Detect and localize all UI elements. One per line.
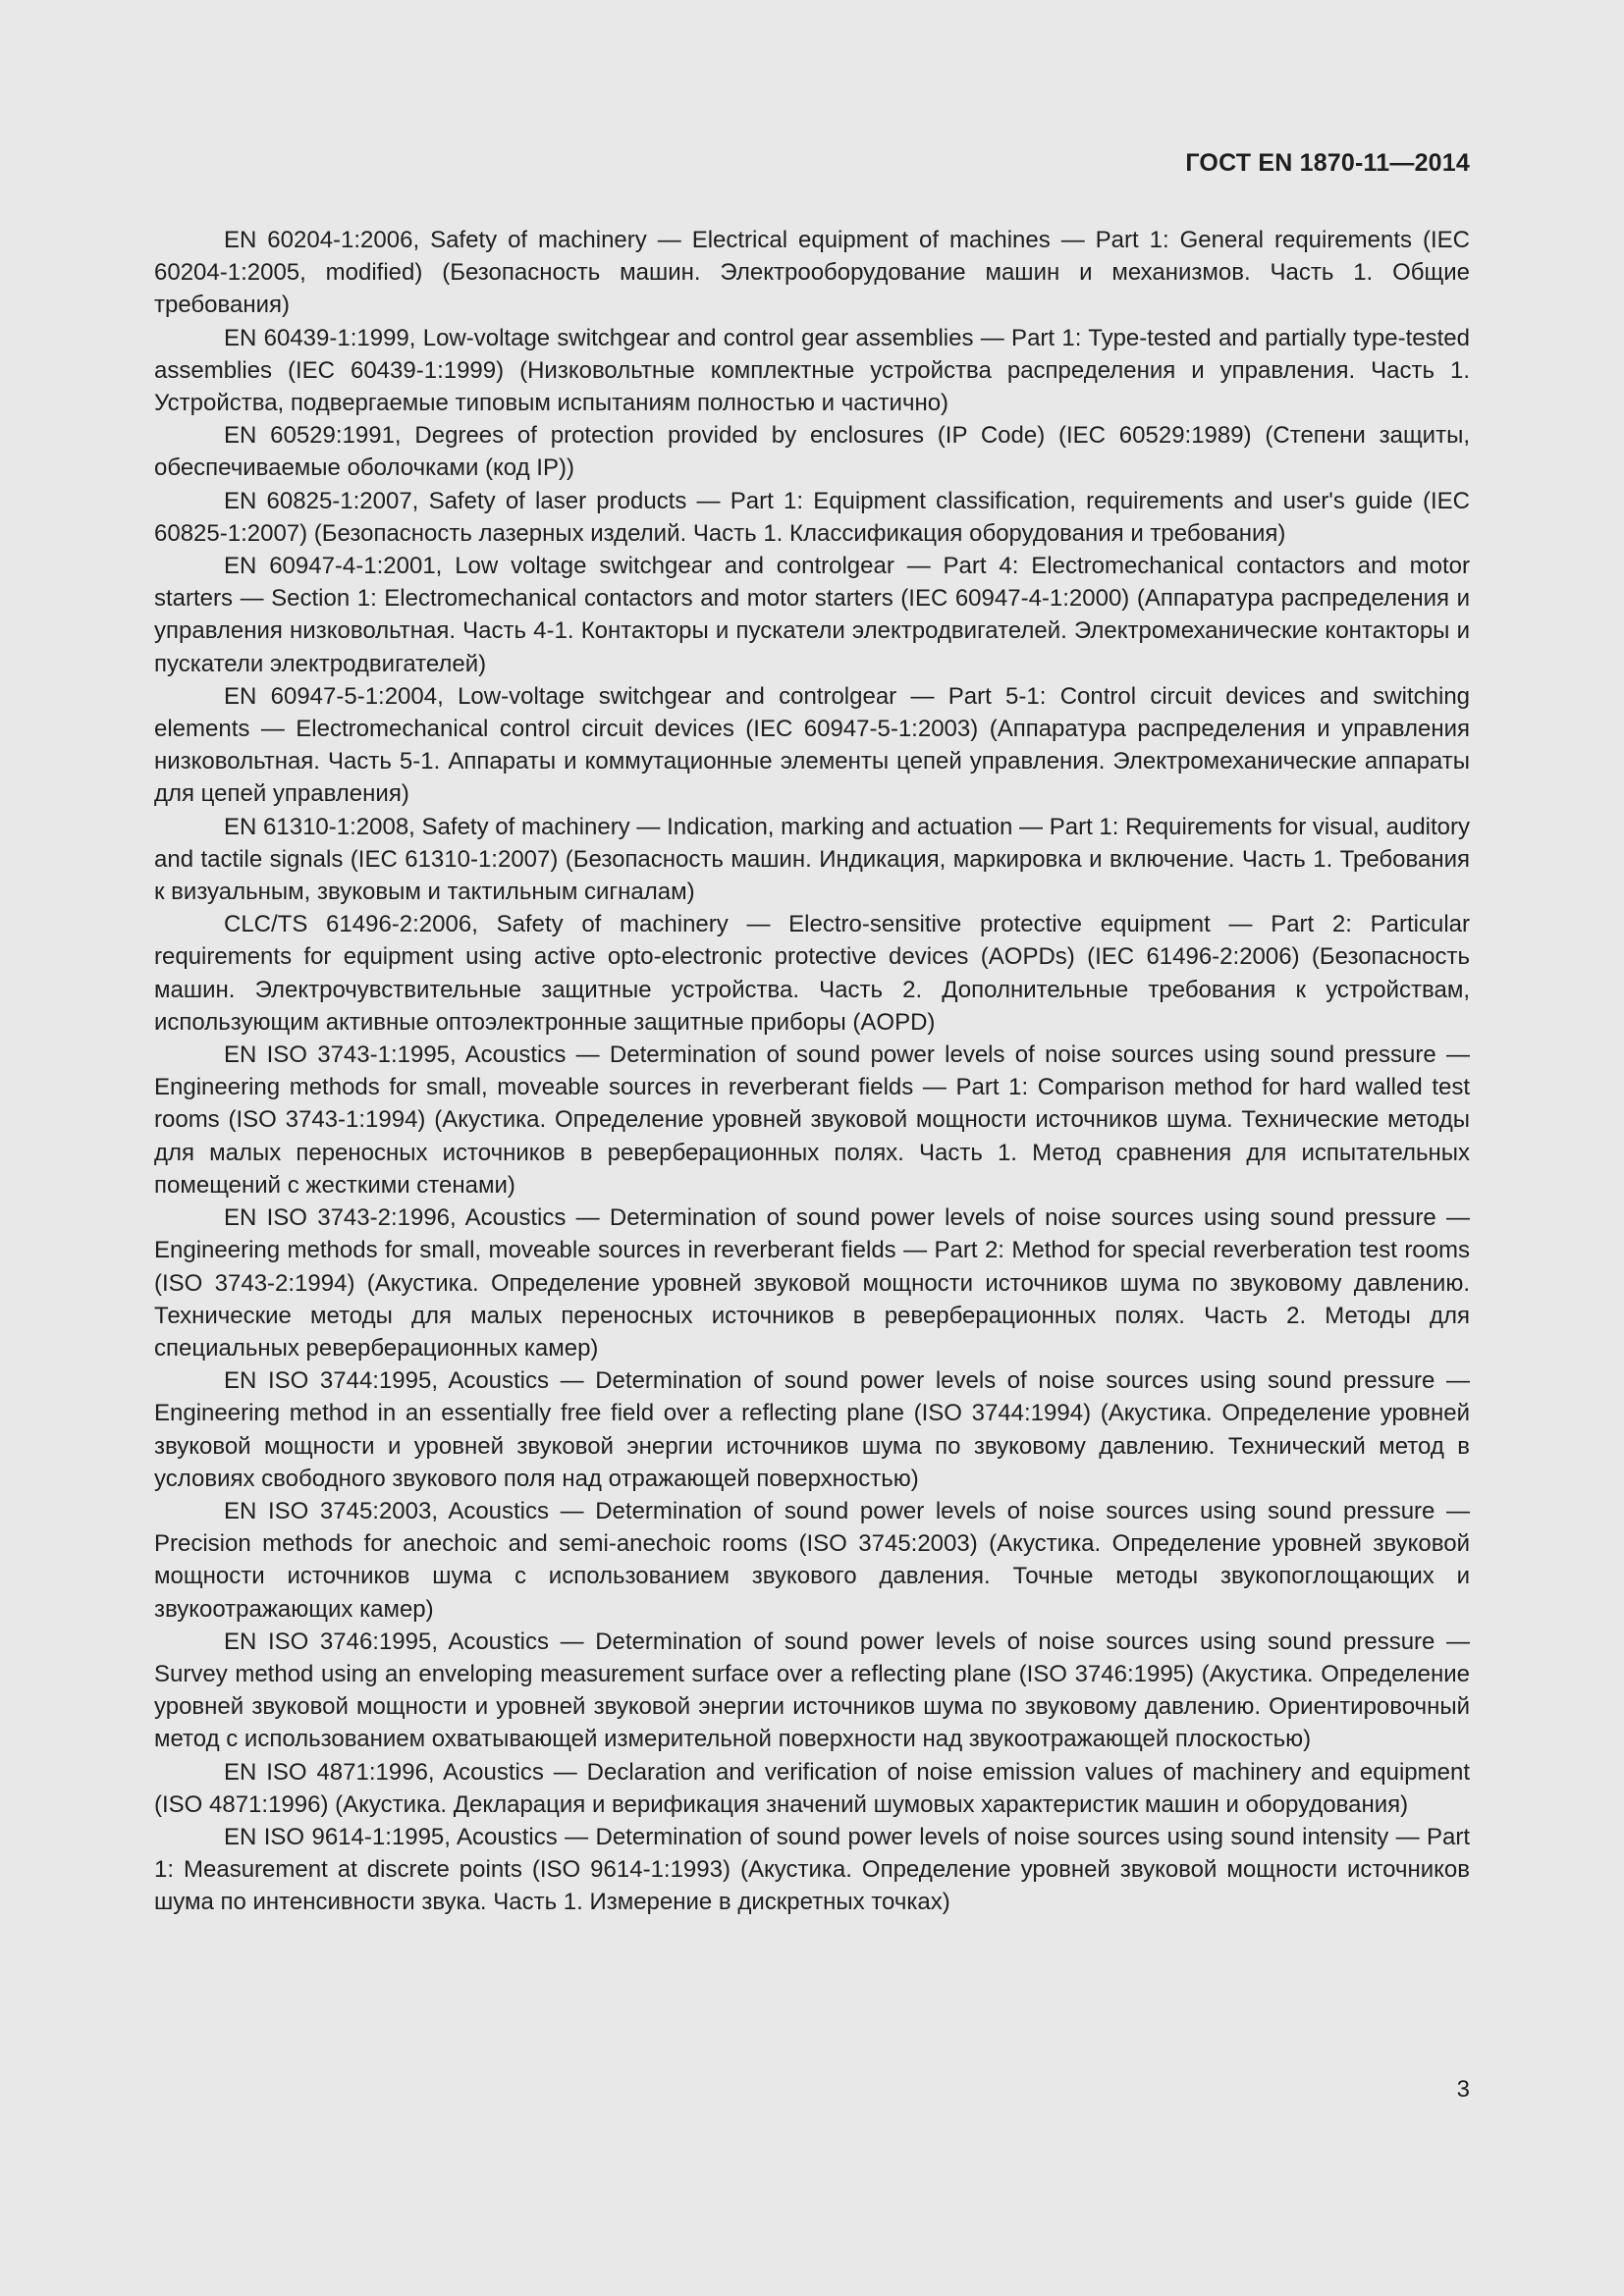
reference-entry <box>154 1756 1470 1821</box>
reference-code: EN ISO 9614-1:1995, <box>224 1823 451 1850</box>
reference-text: Acoustics — Determination of sound power levels of noise sources using sound pressure — Engineering method in an essentially free field over a reflecting plane (ISO 3744:1994) (Акустика. Определение уровней звуковой мощности и уровней звуковой энергии источников шума по звуковому давлению. Технический метод в условиях свободного звукового поля над отражающей поверхностью) <box>154 1367 1471 1492</box>
reference-code: EN ISO 3745:2003, <box>224 1497 439 1524</box>
reference-entry <box>154 485 1470 550</box>
reference-code: EN 60204-1:2006, <box>224 227 420 253</box>
reference-entry <box>154 908 1470 1039</box>
reference-entry <box>154 680 1470 811</box>
reference-code: EN ISO 3744:1995, <box>224 1367 439 1395</box>
reference-code: EN 60439-1:1999, <box>224 324 416 351</box>
reference-entry <box>154 1495 1470 1626</box>
reference-entry <box>154 224 1470 322</box>
reference-text: Safety of machinery — Indication, marking and actuation — Part 1: Requirements for visual, auditory and tactile signals (IEC 61310-1:2007) (Безопасность машин. Индикация, маркировка и включение. Часть 1. Требования к визуальным, звуковым и тактильным сигналам) <box>154 813 1471 906</box>
reference-text: Low-voltage switchgear and controlgear — Part 5-1: Control circuit devices and switching elements — Electromechanical control circuit devices (IEC 60947-5-1:2003) (Аппаратура распределения и управления низковольтная. Часть 5-1. Аппараты и коммутационные элементы цепей управления. Электромеханические аппараты для цепей управления) <box>154 682 1471 808</box>
page-number: 3 <box>1456 2076 1470 2103</box>
reference-text: Acoustics — Determination of sound power levels of noise sources using sound pressure — Precision methods for anechoic and semi-anechoic rooms (ISO 3745:2003) (Акустика. Определение уровней звуковой мощности источников шума с использованием звукового давления. Точные методы звукопоглощающих и звукоотражающих камер) <box>154 1497 1471 1623</box>
reference-entry <box>154 550 1470 680</box>
reference-code: EN 60947-5-1:2004, <box>224 682 444 710</box>
reference-code: EN ISO 4871:1996, <box>224 1758 435 1786</box>
reference-code: EN 60947-4-1:2001, <box>224 553 443 580</box>
reference-entry <box>154 1364 1470 1495</box>
references-list <box>154 224 1470 1919</box>
reference-code: EN ISO 3743-2:1996, <box>224 1204 457 1232</box>
reference-code: EN ISO 3746:1995, <box>224 1628 439 1655</box>
reference-text: Low-voltage switchgear and control gear assemblies — Part 1: Type-tested and partially type-tested assemblies (IEC 60439-1:1999) (Низковольтные комплектные устройства распределения и управления. Часть 1. Устройства, подвергаемые типовым испытаниям полностью и частично) <box>154 324 1470 417</box>
reference-entry <box>154 1039 1470 1201</box>
reference-entry <box>154 1821 1470 1919</box>
reference-text: Acoustics — Declaration and verification of noise emission values of machinery and equipment (ISO 4871:1996) (Акустика. Декларация и верификация значений шумовых характеристик машин и оборудования) <box>154 1758 1471 1818</box>
reference-text: Acoustics — Determination of sound power levels of noise sources using sound pressure — Engineering methods for small, moveable sources in reverberant fields — Part 2: Method for special reverberation test rooms (ISO 3743-2:1994) (Акустика. Определение уровней звуковой мощности источников шума по звуковому давлению. Технические методы для малых переносных источников в реверберационных полях. Часть 2. Методы для специальных реверберационных камер) <box>154 1204 1470 1362</box>
reference-entry <box>154 419 1470 484</box>
reference-text: Safety of machinery — Electro-sensitive protective equipment — Part 2: Particular requirements for equipment using active opto-electronic protective devices (AOPDs) (IEC 61496-2:2006) (Безопасность машин. Электрочувствительные защитные устройства. Часть 2. Дополнительные требования к устройствам, использующим активные оптоэлектронные защитные приборы (AOPD) <box>154 911 1470 1036</box>
reference-entry <box>154 1626 1470 1756</box>
document-code-header: ГОСТ EN 1870-11—2014 <box>1185 149 1470 177</box>
reference-code: EN ISO 3743-1:1995, <box>224 1041 457 1069</box>
reference-entry <box>154 322 1470 420</box>
reference-code: CLC/TS 61496-2:2006, <box>224 911 478 938</box>
reference-text: Acoustics — Determination of sound power levels of noise sources using sound intensity — Part 1: Measurement at discrete points (ISO 9614-1:1993) (Акустика. Определение уровней звуковой мощности источников шума по интенсивности звука. Часть 1. Измерение в дискретных точках) <box>154 1823 1471 1916</box>
reference-code: EN 61310-1:2008, <box>224 813 415 840</box>
reference-text: Acoustics — Determination of sound power levels of noise sources using sound pressure — Engineering methods for small, moveable sources in reverberant fields — Part 1: Comparison method for hard walled test rooms (ISO 3743-1:1994) (Акустика. Определение уровней звуковой мощности источников шума. Технические методы для малых переносных источников в реверберационных полях. Часть 1. Метод сравнения для испытательных помещений с жесткими стенами) <box>154 1041 1470 1199</box>
reference-text: Safety of laser products — Part 1: Equipment classification, requirements and user's guide (IEC 60825-1:2007) (Безопасность лазерных изделий. Часть 1. Классификация оборудования и требования) <box>154 487 1471 547</box>
reference-entry <box>154 1201 1470 1364</box>
reference-code: EN 60529:1991, <box>224 422 402 450</box>
reference-text: Low voltage switchgear and controlgear — Part 4: Electromechanical contactors and motor starters — Section 1: Electromechanical contactors and motor starters (IEC 60947-4-1:2000) (Аппаратура распределения и управления низковольтная. Часть 4-1. Контакторы и пускатели электродвигателей. Электромеханические контакторы и пускатели электродвигателей) <box>154 553 1471 677</box>
reference-code: EN 60825-1:2007, <box>224 487 419 514</box>
reference-text: Degrees of protection provided by enclosures (IP Code) (IEC 60529:1989) (Степени защиты, обеспечиваемые оболочками (код IP)) <box>154 422 1471 482</box>
reference-text: Acoustics — Determination of sound power levels of noise sources using sound pressure — Survey method using an enveloping measurement surface over a reflecting plane (ISO 3746:1995) (Акустика. Определение уровней звуковой мощности и уровней звуковой энергии источников шума по звуковому давлению. Ориентировочный метод с использованием охватывающей измерительной поверхности над звукоотражающей плоскостью) <box>154 1628 1471 1753</box>
reference-entry <box>154 811 1470 909</box>
reference-text: Safety of machinery — Electrical equipment of machines — Part 1: General requirements (IEC 60204-1:2005, modified) (Безопасность машин. Электрооборудование машин и механизмов. Часть 1. Общие требования) <box>154 227 1471 319</box>
